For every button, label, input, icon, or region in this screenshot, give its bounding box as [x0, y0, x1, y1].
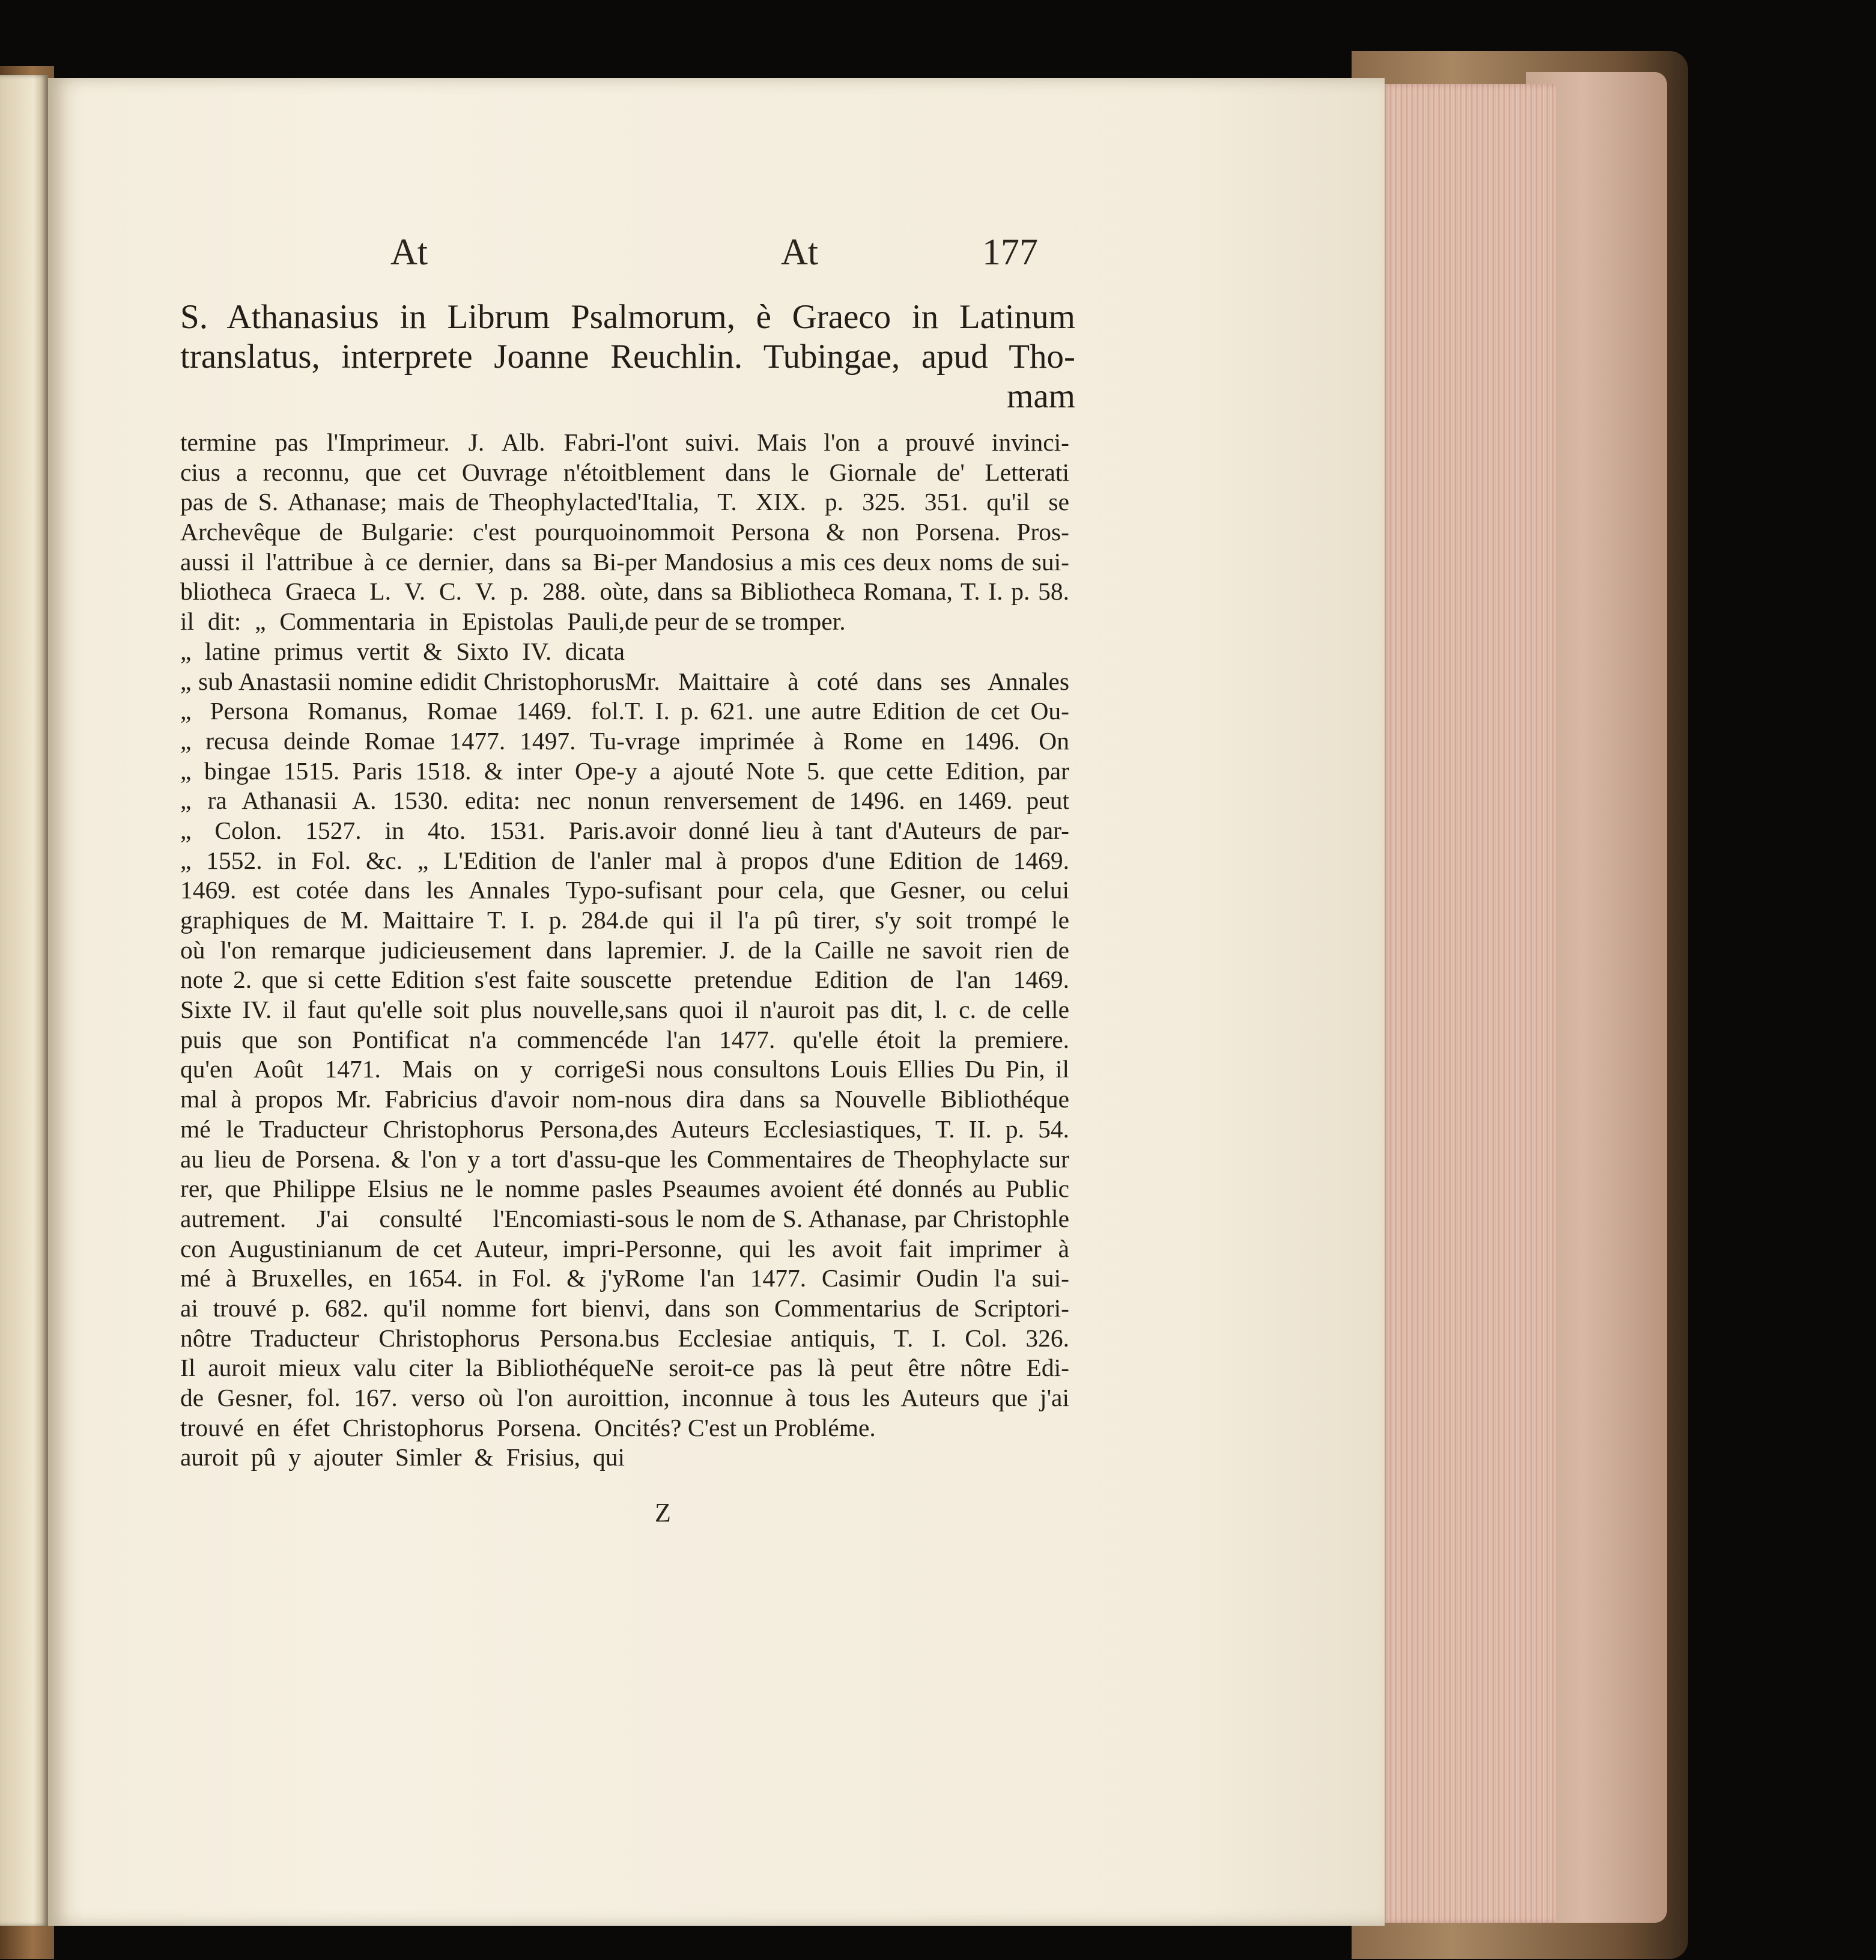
text-line: „ Persona Romanus, Romae 1469. fol. [180, 697, 625, 725]
text-line: puis que son Pontificat n'a commencé [180, 1025, 625, 1053]
text-line: sufisant pour cela, que Gesner, ou celui [625, 876, 1069, 904]
text-line: de l'an 1477. qu'elle étoit la premiere. [625, 1025, 1069, 1053]
title-line: translatus, interprete Joanne Reuchlin. Tubingae, apud Tho- [180, 338, 1075, 376]
text-line: cités? C'est un Probléme. [625, 1413, 876, 1441]
text-line: vi, dans son Commentarius de Scriptori- [625, 1294, 1069, 1322]
text-line: rer, que Philippe Elsius ne le nomme pas [180, 1175, 625, 1203]
text-line: Si nous consultons Louis Ellies Du Pin, il [625, 1055, 1069, 1083]
text-line: premier. J. de la Caille ne savoit rien de [625, 936, 1069, 964]
text-line: un renversement de 1496. en 1469. peut [625, 787, 1069, 815]
text-line: que les Commentaires de Theophylacte sur [625, 1145, 1069, 1173]
text-line: te, dans sa Bibliotheca Romana, T. I. p. 58. [625, 577, 1069, 606]
text-line: „ recusa deinde Romae 1477. 1497. Tu- [180, 726, 625, 755]
text-line: Archevêque de Bulgarie: c'est pourquoi [180, 518, 625, 546]
text-line: bliotheca Graeca L. V. C. V. p. 288. où [180, 577, 625, 606]
text-line: des Auteurs Ecclesiastiques, T. II. p. 54. [625, 1115, 1069, 1143]
text-line: nous dira dans sa Nouvelle Bibliothéque [625, 1085, 1069, 1113]
text-line: qu'en Août 1471. Mais on y corrige [180, 1055, 625, 1083]
text-line: mé à Bruxelles, en 1654. in Fol. & j'y [180, 1264, 625, 1292]
text-line: Ne seroit-ce pas là peut être nôtre Edi- [625, 1354, 1069, 1382]
text-line: cius a reconnu, que cet Ouvrage n'étoit [180, 458, 625, 486]
text-line: cette pretendue Edition de l'an 1469. [625, 966, 1069, 994]
text-line: „ latine primus vertit & Sixto IV. dicata [180, 637, 625, 665]
text-line: y a ajouté Note 5. que cette Edition, par [625, 756, 1069, 785]
text-line: „ Colon. 1527. in 4to. 1531. Paris. [180, 816, 625, 844]
running-head-right: At [781, 232, 818, 273]
text-line: nôtre Traducteur Christophorus Persona. [180, 1324, 625, 1352]
text-line: note 2. que si cette Edition s'est faite sous [180, 966, 625, 994]
text-line: mé le Traducteur Christophorus Persona, [180, 1115, 625, 1143]
page-block-edge [1382, 84, 1556, 1923]
text-line: au lieu de Porsena. & l'on y a tort d'assu- [180, 1145, 625, 1173]
text-line: l'ont suivi. Mais l'on a prouvé invinci- [625, 428, 1069, 456]
signature-mark: Z [655, 1498, 671, 1527]
facing-page-edge [0, 75, 48, 1926]
text-line: blement dans le Giornale de' Letterati [625, 458, 1069, 486]
text-line: de qui il l'a pû tirer, s'y soit trompé le [625, 906, 1069, 934]
title-line: mam [1007, 377, 1075, 415]
text-line: „ sub Anastasii nomine edidit Christophorus [180, 667, 625, 695]
text-line: 1469. est cotée dans les Annales Typo- [180, 876, 625, 904]
text-line: tion, inconnue à tous les Auteurs que j'ai [625, 1384, 1069, 1411]
title-line: S. Athanasius in Librum Psalmorum, è Graeco in Latinum [180, 298, 1075, 336]
text-line: aussi il l'attribue à ce dernier, dans sa Bi- [180, 547, 625, 576]
right-column [625, 428, 1069, 1443]
text-line: de peur de se tromper. [625, 607, 846, 636]
text-line: bus Ecclesiae antiquis, T. I. Col. 326. [625, 1324, 1069, 1352]
text-line: con Augustinianum de cet Auteur, impri- [180, 1234, 625, 1262]
text-line: Personne, qui les avoit fait imprimer à [625, 1234, 1069, 1262]
text-line: avoir donné lieu à tant d'Auteurs de par- [625, 816, 1069, 844]
paragraph-gap [625, 637, 1069, 667]
text-line: trouvé en éfet Christophorus Porsena. On [180, 1413, 625, 1441]
text-line: les Pseaumes avoient été donnés au Public [625, 1175, 1069, 1203]
text-line: „ 1552. in Fol. &c. „ L'Edition de l'an [180, 846, 625, 874]
page-number: 177 [982, 232, 1038, 273]
text-line: nommoit Persona & non Porsena. Pros- [625, 518, 1069, 546]
text-line: Il auroit mieux valu citer la Bibliothéque [180, 1354, 625, 1382]
text-line: per Mandosius a mis ces deux noms de sui- [625, 547, 1069, 576]
text-line: mal à propos Mr. Fabricius d'avoir nom- [180, 1085, 625, 1113]
text-line: „ bingae 1515. Paris 1518. & inter Ope- [180, 756, 625, 785]
text-line: ai trouvé p. 682. qu'il nomme fort bien [180, 1294, 625, 1322]
text-line: auroit pû y ajouter Simler & Frisius, qui [180, 1443, 625, 1472]
text-line: il dit: „ Commentaria in Epistolas Pauli, [180, 607, 625, 636]
text-line: Rome l'an 1477. Casimir Oudin l'a sui- [625, 1264, 1069, 1292]
text-line: vrage imprimée à Rome en 1496. On [625, 726, 1069, 755]
text-line: ler mal à propos d'une Edition de 1469. [625, 846, 1069, 874]
text-line: pas de S. Athanase; mais de Theophylacte [180, 488, 625, 516]
entry-title [180, 297, 1075, 416]
running-head-left: At [390, 232, 428, 273]
text-line: de Gesner, fol. 167. verso où l'on auroit [180, 1384, 625, 1411]
text-line: d'Italia, T. XIX. p. 325. 351. qu'il se [625, 488, 1069, 516]
text-line: Mr. Maittaire à coté dans ses Annales [625, 667, 1069, 695]
text-line: sans quoi il n'auroit pas dit, l. c. de celle [625, 996, 1069, 1024]
text-line: sous le nom de S. Athanase, par Christophle [625, 1204, 1069, 1232]
text-line: où l'on remarque judicieusement dans la [180, 936, 625, 964]
text-line: Sixte IV. il faut qu'elle soit plus nouvelle, [180, 996, 625, 1024]
text-line: autrement. J'ai consulté l'Encomiasti- [180, 1204, 625, 1232]
text-line: graphiques de M. Maittaire T. I. p. 284. [180, 906, 625, 934]
text-line: T. I. p. 621. une autre Edition de cet Ou- [625, 697, 1069, 725]
text-line: termine pas l'Imprimeur. J. Alb. Fabri- [180, 428, 625, 456]
left-column [180, 428, 625, 1473]
text-line: „ ra Athanasii A. 1530. edita: nec non [180, 787, 625, 815]
